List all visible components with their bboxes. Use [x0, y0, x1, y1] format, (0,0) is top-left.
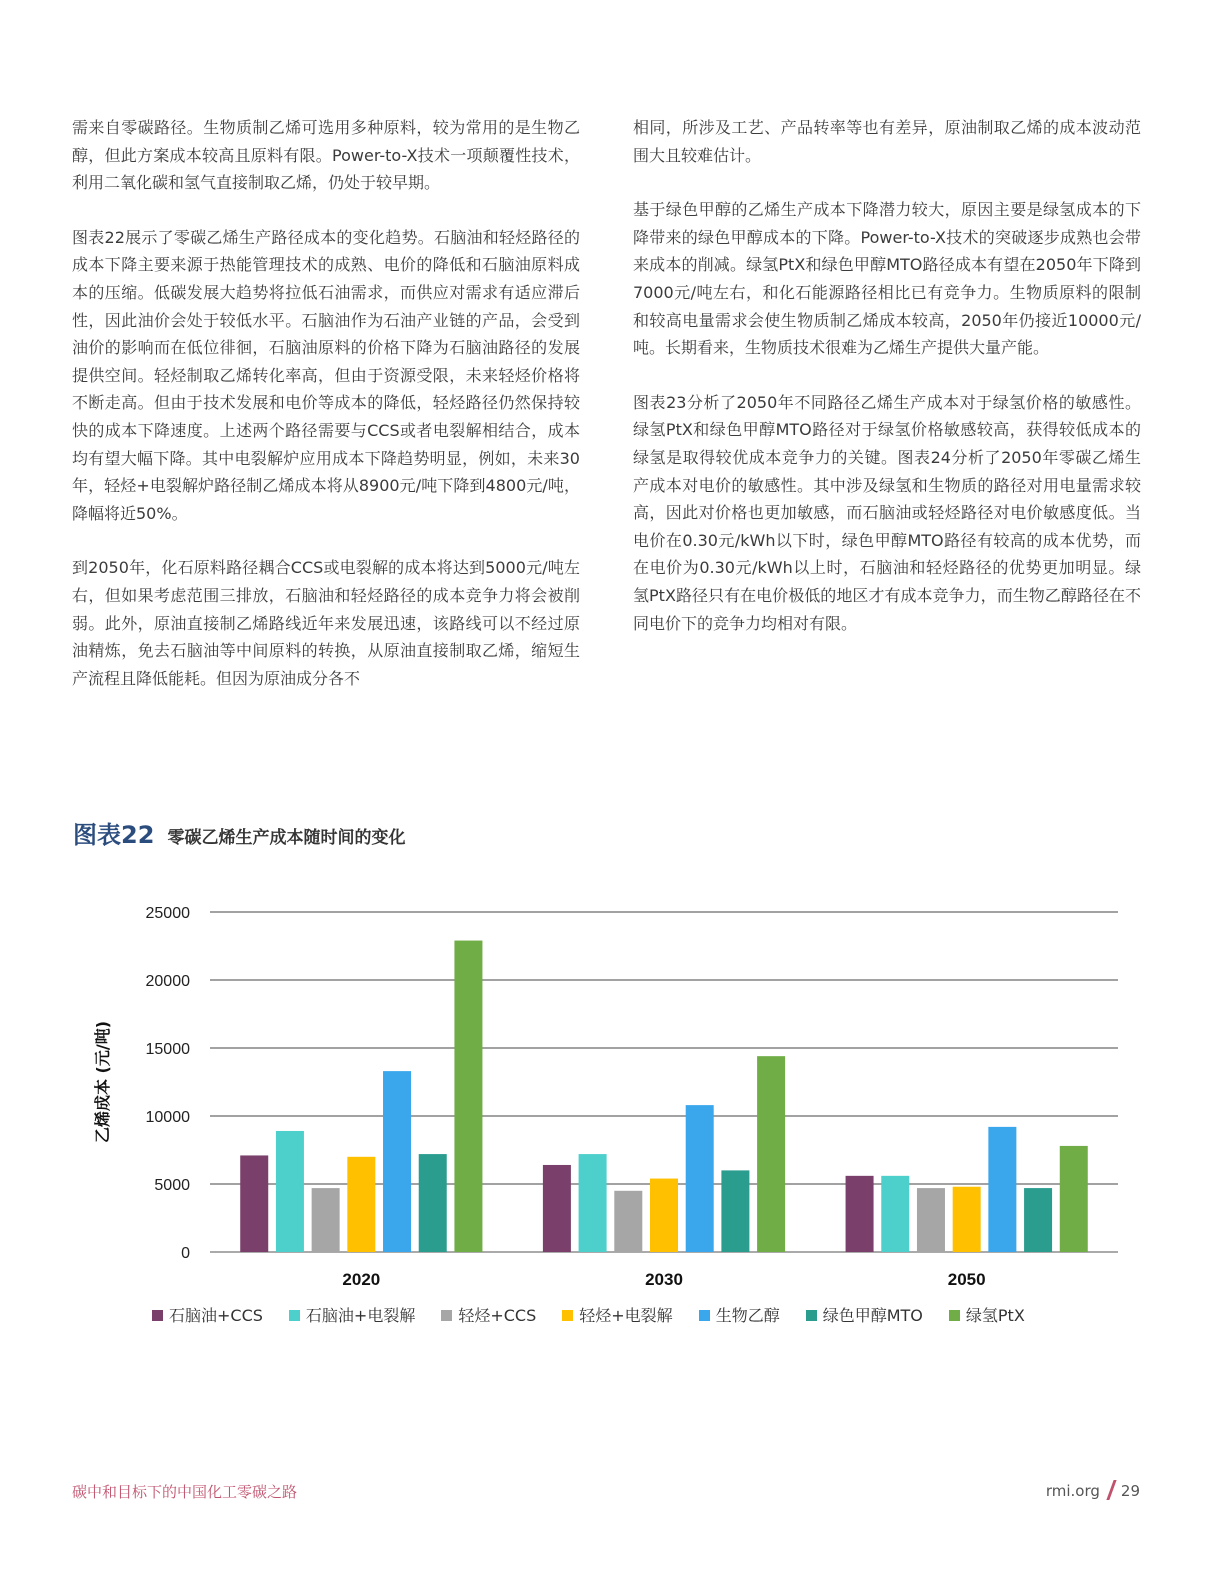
- legend-swatch: [949, 1310, 960, 1321]
- footer-site: rmi.org: [1045, 1482, 1100, 1500]
- legend-swatch: [699, 1310, 710, 1321]
- legend-item: [289, 1303, 415, 1326]
- y-tick-label: 20000: [145, 973, 190, 990]
- legend-item: [152, 1303, 263, 1326]
- legend-item: [949, 1303, 1025, 1326]
- chart-legend: [152, 1303, 1051, 1326]
- bar: [757, 1056, 785, 1252]
- slash-divider: [1106, 1480, 1116, 1500]
- legend-swatch: [152, 1310, 163, 1321]
- y-tick-label: 5000: [154, 1177, 190, 1194]
- cost-bar-chart: [0, 880, 1224, 1300]
- y-tick-label: 10000: [145, 1109, 190, 1126]
- bar: [988, 1127, 1016, 1252]
- legend-label: 绿氢PtX: [965, 1306, 1025, 1325]
- bar: [721, 1170, 749, 1252]
- legend-item: [806, 1303, 923, 1326]
- bar: [312, 1188, 340, 1252]
- legend-swatch: [562, 1310, 573, 1321]
- legend-swatch: [441, 1310, 452, 1321]
- bar: [650, 1179, 678, 1252]
- legend-item: [562, 1303, 672, 1326]
- legend-label: 生物乙醇: [715, 1306, 780, 1325]
- paragraph: 需来自零碳路径。生物质制乙烯可选用多种原料，较为常用的是生物乙醇，但此方案成本较高且原料有限。Power-to-X技术一项颠覆性技术，利用二氧化碳和氢气直接制取乙烯，仍处于较早期。: [72, 118, 580, 193]
- paragraph: 基于绿色甲醇的乙烯生产成本下降潜力较大，原因主要是绿氢成本的下降带来的绿色甲醇成本的下降。Power-to-X技术的突破逐步成熟也会带来成本的削减。绿氢PtX和绿色甲醇MTO路径成本有望在2050年下降到7000元/吨左右，和化石能源路径相比已有竞争力。生物质原料的限制和较高电量需求会使生物质制乙烯成本较高，2050年仍接近10000元/吨。长期看来，生物质技术很难为乙烯生产提供大量产能。: [633, 200, 1141, 358]
- legend-label: 石脑油+CCS: [169, 1306, 263, 1325]
- x-category-label: 2020: [342, 1270, 381, 1289]
- bar: [347, 1157, 375, 1252]
- y-tick-label: 0: [181, 1245, 190, 1262]
- bar: [276, 1131, 304, 1252]
- legend-label: 轻烃+CCS: [458, 1306, 537, 1325]
- x-category-label: 2030: [645, 1270, 683, 1289]
- figure-number: 图表22: [73, 821, 155, 849]
- bar: [1024, 1188, 1052, 1252]
- right-text-column: [633, 114, 1141, 664]
- legend-swatch: [806, 1310, 817, 1321]
- bar: [419, 1154, 447, 1252]
- bar: [881, 1176, 909, 1252]
- legend-label: 绿色甲醇MTO: [822, 1306, 923, 1325]
- legend-item: [441, 1303, 536, 1326]
- bar: [846, 1176, 874, 1252]
- bar: [543, 1165, 571, 1252]
- bar: [240, 1155, 268, 1252]
- bar: [454, 941, 482, 1252]
- figure-title: [73, 815, 406, 850]
- bar: [383, 1071, 411, 1252]
- footer-title: 碳中和目标下的中国化工零碳之路: [72, 1483, 298, 1501]
- bar: [917, 1188, 945, 1252]
- left-text-column: [72, 114, 580, 719]
- legend-label: 石脑油+电裂解: [305, 1306, 416, 1325]
- paragraph: 到2050年，化石原料路径耦合CCS或电裂解的成本将达到5000元/吨左右，但如果考虑范围三排放，石脑油和轻烃路径的成本竞争力将会被削弱。此外，原油直接制乙烯路线近年来发展迅速，该路线可以不经过原油精炼，免去石脑油等中间原料的转换，从原油直接制取乙烯，缩短生产流程且降低能耗。但因为原油成分各不: [72, 558, 580, 688]
- legend-item: [699, 1303, 780, 1326]
- paragraph: 图表23分析了2050年不同路径乙烯生产成本对于绿氢价格的敏感性。绿氢PtX和绿色甲醇MTO路径对于绿氢价格敏感较高，获得较低成本的绿氢是取得较优成本竞争力的关键。图表24分析了2050年零碳乙烯生产成本对电价的敏感性。其中涉及绿氢和生物质的路径对用电量需求较高，因此对价格也更加敏感，而石脑油或轻烃路径对电价敏感度低。当电价在0.30元/kWh以下时，绿色甲醇MTO路径有较高的成本优势，而在电价为0.30元/kWh以上时，石脑油和轻烃路径的优势更加明显。绿氢PtX路径只有在电价极低的地区才有成本竞争力，而生物乙醇路径在不同电价下的竞争力均相对有限。: [633, 392, 1141, 633]
- bar: [1060, 1146, 1088, 1252]
- bar: [579, 1154, 607, 1252]
- paragraph: 相同，所涉及工艺、产品转率等也有差异，原油制取乙烯的成本波动范围大且较难估计。: [633, 118, 1141, 165]
- x-category-label: 2050: [947, 1270, 986, 1289]
- bar: [953, 1187, 981, 1252]
- paragraph: 图表22展示了零碳乙烯生产路径成本的变化趋势。石脑油和轻烃路径的成本下降主要来源于热能管理技术的成熟、电价的降低和石脑油原料成本的压缩。低碳发展大趋势将拉低石油需求，而供应对需求有适应滞后性，因此油价会处于较低水平。石脑油作为石油产业链的产品，会受到油价的影响而在低位徘徊，石脑油原料的价格下降为石脑油路径的发展提供空间。轻烃制取乙烯转化率高，但由于资源受限，未来轻烃价格将不断走高。但由于技术发展和电价等成本的降低，轻烃路径仍然保持较快的成本下降速度。上述两个路径需要与CCS或者电裂解相结合，成本均有望大幅下降。其中电裂解炉应用成本下降趋势明显，例如，未来30年，轻烃+电裂解炉路径制乙烯成本将从8900元/吨下降到4800元/吨，降幅将近50%。: [72, 227, 580, 523]
- bar: [686, 1105, 714, 1252]
- page-number: 29: [1120, 1482, 1140, 1500]
- legend-label: 轻烃+电裂解: [579, 1306, 673, 1325]
- bar: [614, 1191, 642, 1252]
- footer-page-info: [1046, 1480, 1140, 1500]
- figure-caption: 零碳乙烯生产成本随时间的变化: [167, 828, 406, 848]
- y-tick-label: 25000: [145, 905, 190, 922]
- y-axis-label: 乙烯成本 (元/吨): [93, 1020, 112, 1144]
- y-tick-label: 15000: [145, 1041, 190, 1058]
- legend-swatch: [289, 1310, 300, 1321]
